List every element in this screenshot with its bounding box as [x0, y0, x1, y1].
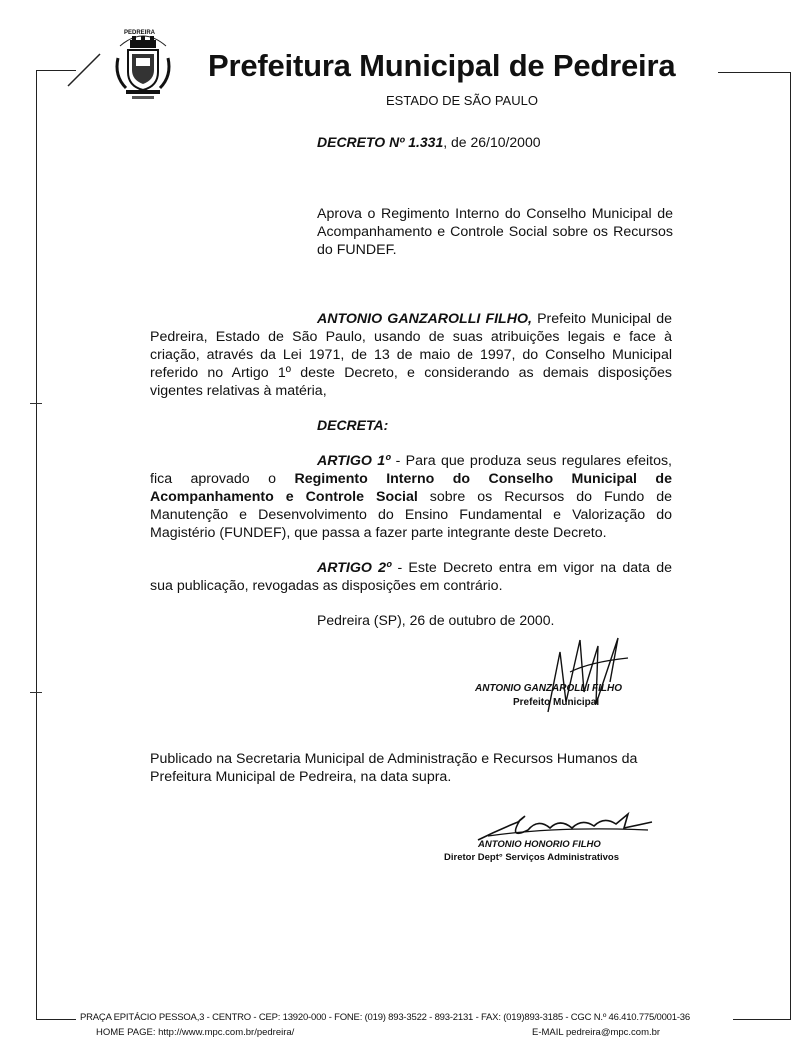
- frame-bottom-right-line: [733, 1019, 791, 1020]
- mayor-name: ANTONIO GANZAROLLI FILHO,: [317, 311, 532, 327]
- decree-summary: Aprova o Regimento Interno do Conselho Municipal de Acompanhamento e Controle Social sobre os Recursos do FUNDEF.: [317, 206, 673, 258]
- decree-number: DECRETO Nº 1.331: [317, 134, 444, 150]
- signature-2-role: Diretor Dept° Serviços Administrativos: [444, 852, 620, 863]
- frame-right-line: [790, 72, 791, 1020]
- article-2-label: ARTIGO 2º: [317, 560, 392, 576]
- preamble-paragraph: [150, 310, 672, 400]
- signature-1-name: ANTONIO GANZAROLLI FILHO: [475, 683, 623, 694]
- footer-address: PRAÇA EPITÁCIO PESSOA,3 - CENTRO - CEP: 13920-000 - FONE: (019) 893-3522 - 893-2131 - FAX: (019)893-3185 - CGC N.º 46.410.775/0001-36: [80, 1012, 690, 1023]
- signature-2-name: ANTONIO HONORIO FILHO: [478, 839, 601, 850]
- pen-stroke: [64, 50, 104, 90]
- coat-of-arms-icon: [112, 28, 174, 102]
- article-1: [150, 452, 672, 542]
- decree-date: , de 26/10/2000: [443, 134, 541, 150]
- article-1-bold: Regimento Interno do Conselho Municipal de Acompanhamento e Controle Social: [150, 471, 672, 505]
- place-date: Pedreira (SP), 26 de outubro de 2000.: [317, 612, 555, 628]
- preamble-text: Prefeito Municipal de Pedreira, Estado de São Paulo, usando de suas atribuições legais e face à criação, através da Lei 1971, de 13 de maio de 1997, do Conselho Municipal referido no Artigo 1º deste Decreto, e considerando as demais disposições vigentes relativas à matéria,: [150, 311, 672, 399]
- article-2: [150, 559, 672, 595]
- article-1-text-a: - Para que produza seus regulares efeitos, fica aprovado o: [150, 453, 672, 487]
- footer-email[interactable]: E-MAIL pedreira@mpc.com.br: [532, 1027, 661, 1038]
- article-2-text: - Este Decreto entra em vigor na data de sua publicação, revogadas as disposições em contrário.: [150, 560, 672, 594]
- fold-mark: [30, 403, 42, 404]
- publication-note: Publicado na Secretaria Municipal de Administração e Recursos Humanos da Prefeitura Municipal de Pedreira, na data supra.: [150, 751, 638, 785]
- frame-top-right-line: [718, 72, 790, 73]
- footer-homepage[interactable]: HOME PAGE: http://www.mpc.com.br/pedreira/: [96, 1027, 295, 1038]
- decree-heading: [317, 134, 541, 150]
- mayor-signature: [540, 632, 640, 722]
- signature-1-role: Prefeito Municipal: [513, 697, 600, 708]
- frame-bottom-left-line: [36, 1019, 76, 1020]
- frame-left-line: [36, 70, 37, 1020]
- coat-of-arms-label: PEDREIRA: [124, 30, 156, 36]
- page-title: Prefeitura Municipal de Pedreira: [208, 48, 676, 83]
- decreta-label: DECRETA:: [317, 417, 389, 433]
- fold-mark: [30, 692, 42, 693]
- article-1-label: ARTIGO 1º: [317, 453, 391, 469]
- state-subtitle: ESTADO DE SÃO PAULO: [386, 93, 538, 108]
- article-1-text-b: sobre os Recursos do Fundo de Manutenção e Desenvolvimento do Ensino Fundamental e Valorização do Magistério (FUNDEF), que passa a fazer parte integrante deste Decreto.: [150, 489, 672, 541]
